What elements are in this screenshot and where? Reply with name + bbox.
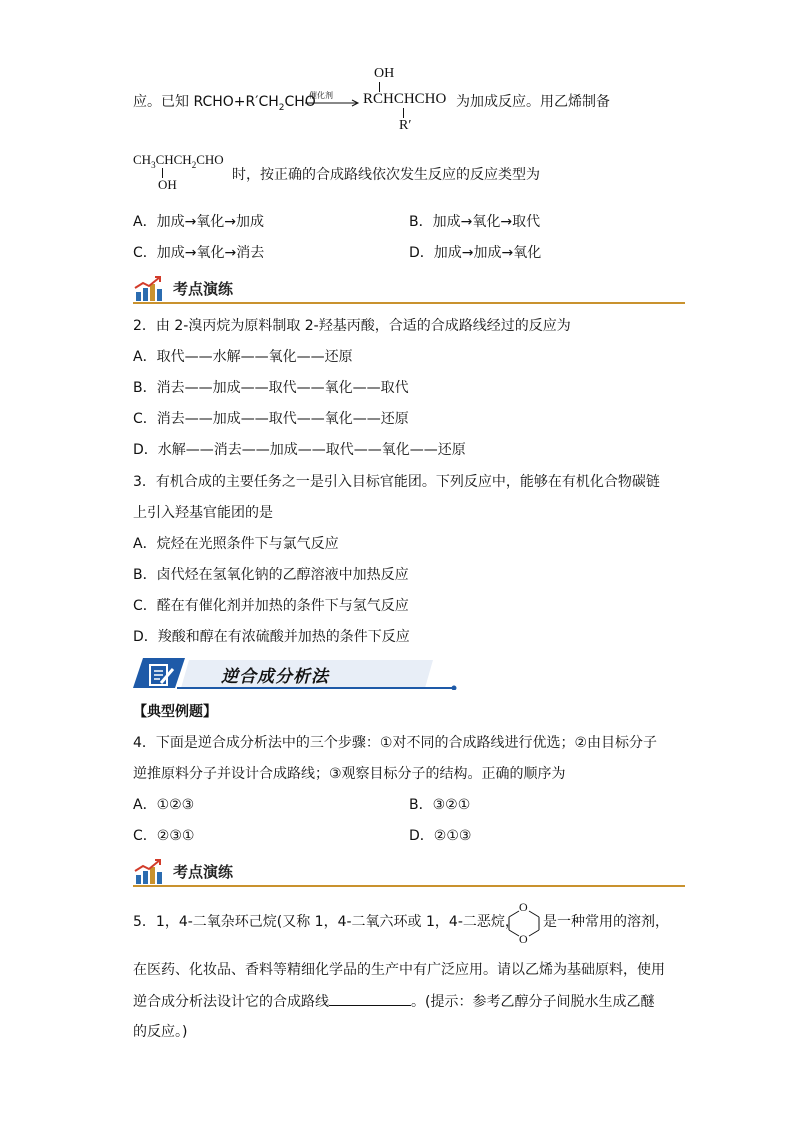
q1-option-a: A．加成→氧化→加成 [133, 214, 265, 230]
q1-option-d: D．加成→加成→氧化 [409, 245, 542, 261]
q4-option-a: A．①②③ [133, 797, 195, 813]
q3-stem-line2: 上引入羟基官能团的是 [133, 505, 273, 521]
bar-chart-icon [133, 857, 165, 885]
arrow-icon [305, 92, 360, 108]
q2-option-c: C．消去——加成——取代——氧化——还原 [133, 411, 409, 427]
target-oh-label: OH [158, 177, 177, 192]
section-practice-1 [133, 274, 685, 304]
line2-suffix: 时，按正确的合成路线依次发生反应的反应类型为 [232, 167, 540, 183]
section-practice-2 [133, 857, 685, 887]
q2-stem: 2．由 2-溴丙烷为原料制取 2-羟基丙酸，合适的合成路线经过的反应为 [133, 318, 571, 334]
q1-option-b: B．加成→氧化→取代 [409, 214, 541, 230]
q4-option-d: D．②①③ [409, 828, 472, 844]
section-practice-2-label: 考点演练 [173, 863, 234, 881]
q4-option-c: C．②③① [133, 828, 195, 844]
q4-stem-line2: 逆推原料分子并设计合成路线；③观察目标分子的结构。正确的顺序为 [133, 766, 566, 782]
q2-option-b: B．消去——加成——取代——氧化——取代 [133, 380, 409, 396]
line1-suffix: 为加成反应。用乙烯制备 [456, 94, 610, 110]
q2-option-d: D．水解——消去——加成——取代——氧化——还原 [133, 442, 466, 458]
example-heading: 【典型例题】 [133, 704, 217, 720]
q5-line2: 在医药、化妆品、香料等精细化学品的生产中有广泛应用。请以乙烯为基础原料，使用 [133, 962, 665, 978]
q2-option-a: A．取代——水解——氧化——还原 [133, 349, 353, 365]
q4-option-b: B．③②① [409, 797, 471, 813]
target-formula: $CH_3CHCH_2CHO$ [133, 152, 224, 170]
q1-option-c: C．加成→氧化→消去 [133, 245, 265, 261]
bar-chart-icon [133, 274, 165, 302]
product-oh-label: OH [374, 66, 395, 81]
q5-line1-prefix: 5．1，4-二氧杂环己烷(又称 1，4-二氧六环或 1，4-二恶烷， [133, 914, 519, 930]
product-main: RCHCHCHO [363, 91, 447, 107]
product-r-label: R′ [399, 118, 412, 133]
q3-option-b: B．卤代烃在氢氧化钠的乙醇溶液中加热反应 [133, 567, 409, 583]
section-reverse-banner [133, 658, 458, 690]
section-rule [133, 885, 685, 887]
section-reverse-label: 逆合成分析法 [221, 667, 329, 687]
product-r-bond [403, 108, 404, 118]
dioxane-o-top: O [519, 900, 528, 914]
section-rule [133, 302, 685, 304]
q3-option-a: A．烷烃在光照条件下与氯气反应 [133, 536, 339, 552]
dioxane-o-bottom: O [519, 932, 528, 946]
q5-line4: 的反应。) [133, 1024, 188, 1040]
arrow-label: 催化剂 [309, 91, 333, 100]
q5-line3: 逆合成分析法设计它的合成路线 。(提示：参考乙醇分子间脱水生成乙醚 [133, 991, 654, 1012]
q5-line1-suffix: 是一种常用的溶剂， [543, 914, 669, 930]
answer-blank[interactable] [329, 991, 411, 1006]
section-practice-1-label: 考点演练 [173, 280, 234, 298]
reaction-arrow [305, 92, 360, 108]
q1-line1: 应。已知 $RCHO+R'CH_2CHO$ [133, 94, 316, 113]
notepad-pencil-icon [147, 661, 177, 687]
q3-option-c: C．醛在有催化剂并加热的条件下与氢气反应 [133, 598, 409, 614]
q3-option-d: D．羧酸和醇在有浓硫酸并加热的条件下反应 [133, 629, 410, 645]
dioxane-structure [505, 900, 543, 946]
q3-stem-line1: 3．有机合成的主要任务之一是引入目标官能团。下列反应中，能够在有机化合物碳链 [133, 474, 660, 490]
q4-stem-line1: 4．下面是逆合成分析法中的三个步骤：①对不同的合成路线进行优选；②由目标分子 [133, 735, 658, 751]
